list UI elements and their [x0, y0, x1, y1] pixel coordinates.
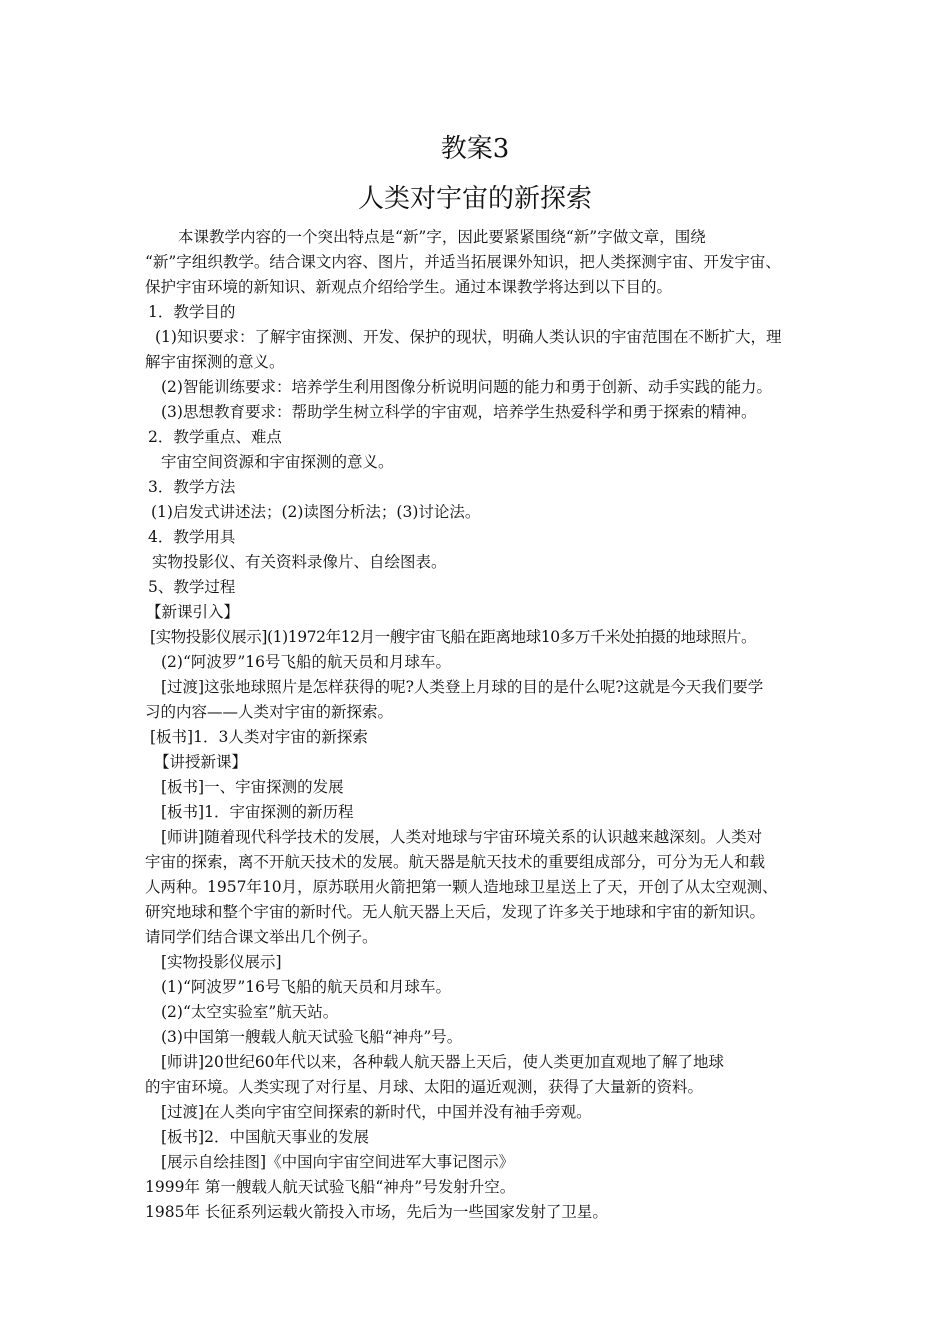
section-heading: 1．教学目的 — [148, 303, 236, 321]
paragraph-line: 请同学们结合课文举出几个例子。 — [145, 928, 378, 946]
paragraph-line: (3)中国第一艘载人航天试验飞船“神舟”号。 — [161, 1028, 463, 1046]
timeline-entry: 1985年 长征系列运载火箭投入市场，先后为一些国家发射了卫星。 — [145, 1203, 608, 1221]
section-heading: 5、教学过程 — [148, 578, 236, 596]
paragraph-line: [师讲]随着现代科学技术的发展，人类对地球与宇宙环境关系的认识越来越深刻。人类对 — [161, 828, 763, 846]
section-heading: 4．教学用具 — [148, 528, 236, 546]
section-heading: 3．教学方法 — [148, 478, 236, 496]
paragraph-line: 实物投影仪、有关资料录像片、自绘图表。 — [152, 553, 447, 571]
paragraph-line: [过渡]在人类向宇宙空间探索的新时代，中国并没有袖手旁观。 — [161, 1103, 592, 1121]
paragraph-line: 保护宇宙环境的新知识、新观点介绍给学生。通过本课教学将达到以下目的。 — [145, 278, 673, 296]
paragraph-line: (2)“阿波罗”16号飞船的航天员和月球车。 — [161, 653, 452, 671]
paragraph-line: 解宇宙探测的意义。 — [145, 353, 285, 371]
paragraph-line: [板书]2．中国航天事业的发展 — [161, 1128, 369, 1146]
paragraph-line: [板书]1．宇宙探测的新历程 — [161, 803, 354, 821]
paragraph-line: (2)“太空实验室”航天站。 — [161, 1003, 339, 1021]
paragraph-line: [过渡]这张地球照片是怎样获得的呢?人类登上月球的目的是什么呢?这就是今天我们要学 — [161, 678, 764, 696]
document-title: 教案3 — [440, 134, 510, 164]
paragraph-line: [展示自绘挂图]《中国向宇宙空间进军大事记图示》 — [161, 1153, 515, 1171]
paragraph-line: 人两种。1957年10月，原苏联用火箭把第一颗人造地球卫星送上了天，开创了从太空观测、 — [145, 878, 778, 896]
paragraph-line: (1)知识要求：了解宇宙探测、开发、保护的现状，明确人类认识的宇宙范围在不断扩大，理 — [155, 328, 782, 346]
paragraph-line: [实物投影仪展示] — [161, 953, 282, 971]
paragraph-line: [板书]一、宇宙探测的发展 — [161, 778, 344, 796]
paragraph-line: 习的内容——人类对宇宙的新探索。 — [145, 703, 394, 721]
subsection-heading: 【新课引入】 — [146, 603, 240, 621]
paragraph-line: (3)思想教育要求：帮助学生树立科学的宇宙观，培养学生热爱科学和勇于探索的精神。 — [161, 403, 757, 421]
paragraph-line: (2)智能训练要求：培养学生利用图像分析说明问题的能力和勇于创新、动手实践的能力。 — [161, 378, 772, 396]
paragraph-line: 宇宙空间资源和宇宙探测的意义。 — [161, 453, 394, 471]
paragraph-line: 的宇宙环境。人类实现了对行星、月球、太阳的逼近观测，获得了大量新的资料。 — [145, 1078, 704, 1096]
subsection-heading: 【讲授新课】 — [154, 753, 248, 771]
timeline-entry: 1999年 第一艘载人航天试验飞船“神舟”号发射升空。 — [145, 1178, 516, 1196]
paragraph-line: 本课教学内容的一个突出特点是“新”字，因此要紧紧围绕“新”字做文章，围绕 — [178, 228, 706, 246]
paragraph-line: 研究地球和整个宇宙的新时代。无人航天器上天后，发现了许多关于地球和宇宙的新知识。 — [145, 903, 766, 921]
paragraph-line: (1)“阿波罗”16号飞船的航天员和月球车。 — [161, 978, 452, 996]
paragraph-line: [板书]1．3人类对宇宙的新探索 — [150, 728, 368, 746]
section-heading: 2．教学重点、难点 — [148, 428, 282, 446]
paragraph-line: (1)启发式讲述法；(2)读图分析法；(3)讨论法。 — [151, 503, 481, 521]
paragraph-line: [师讲]20世纪60年代以来，各种载人航天器上天后，使人类更加直观地了解了地球 — [161, 1053, 725, 1071]
paragraph-line: 宇宙的探索，离不开航天技术的发展。航天器是航天技术的重要组成部分，可分为无人和载 — [145, 853, 766, 871]
document-subtitle: 人类对宇宙的新探索 — [357, 184, 592, 214]
paragraph-line: “新”字组织教学。结合课文内容、图片，并适当拓展课外知识，把人类探测宇宙、开发宇宙、 — [145, 253, 781, 271]
paragraph-line: [实物投影仪展示](1)1972年12月一艘宇宙飞船在距离地球10多万千米处拍摄的地球照片。 — [150, 628, 757, 646]
